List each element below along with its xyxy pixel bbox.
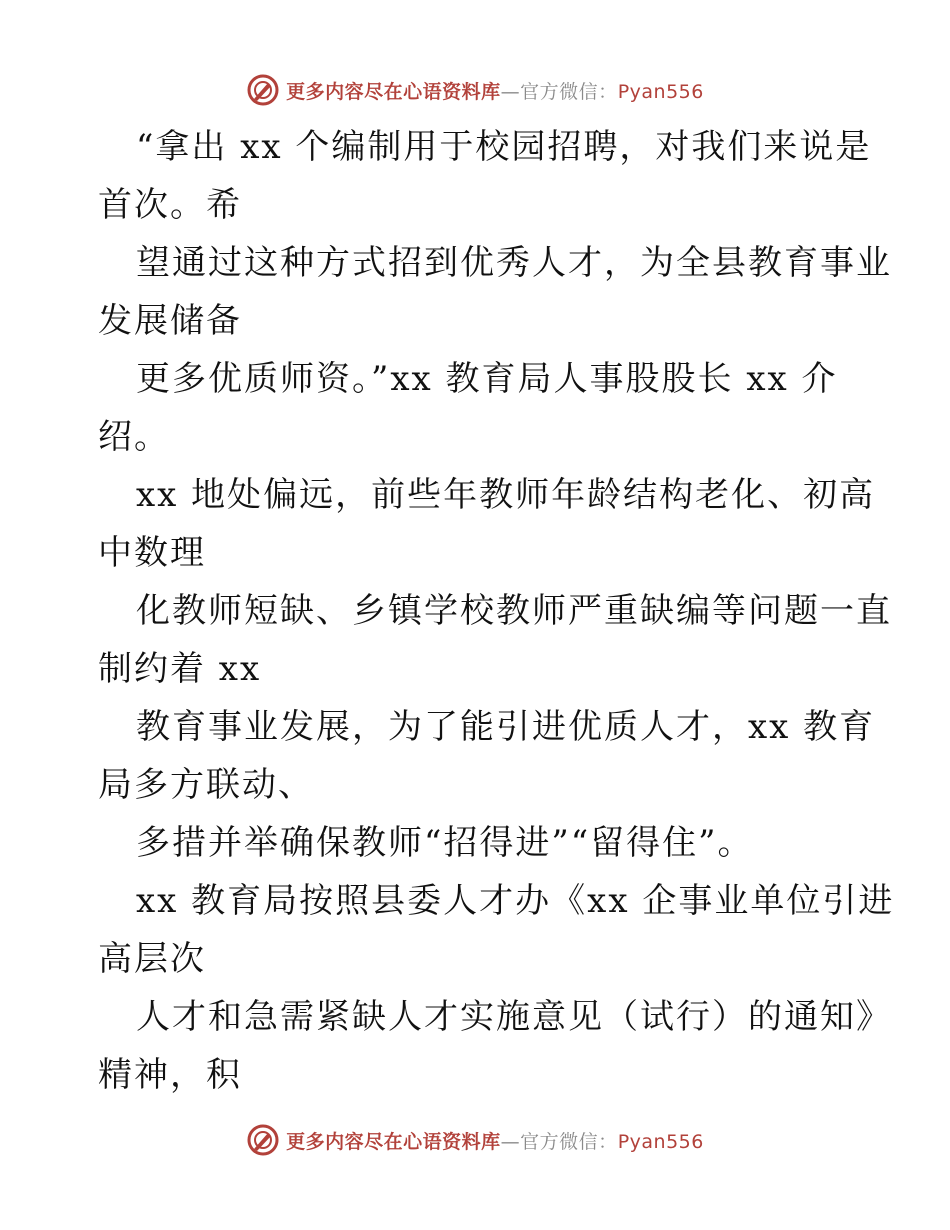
document-body bbox=[98, 118, 895, 1104]
banner-main-text: 更多内容尽在心语资料库 bbox=[286, 80, 501, 103]
text-line: 首次。希 bbox=[98, 185, 242, 225]
text-line: 多措并举确保教师“招得进”“留得住”。 bbox=[136, 823, 754, 863]
footer-banner bbox=[0, 1120, 950, 1160]
logo-icon bbox=[246, 1123, 280, 1157]
text-line: 精神，积 bbox=[98, 1055, 242, 1095]
text-line: 绍。 bbox=[98, 417, 170, 457]
text-line: 制约着 xx bbox=[98, 649, 262, 689]
banner-main-text: 更多内容尽在心语资料库 bbox=[286, 1130, 501, 1153]
text-line: 中数理 bbox=[98, 533, 206, 573]
text-line: 教育事业发展，为了能引进优质人才，xx 教育 bbox=[136, 707, 876, 747]
banner-wechat-id: Pyan556 bbox=[617, 80, 704, 103]
banner-separator: — bbox=[500, 80, 521, 103]
banner-text bbox=[286, 1127, 704, 1154]
text-line: “拿出 xx 个编制用于校园招聘，对我们来说是 bbox=[136, 127, 872, 167]
header-banner bbox=[0, 70, 950, 110]
banner-wechat-label: 官方微信： bbox=[520, 80, 618, 103]
banner-wechat-label: 官方微信： bbox=[520, 1130, 618, 1153]
text-line: xx 教育局按照县委人才办《xx 企事业单位引进 bbox=[136, 881, 895, 921]
text-line: 局多方联动、 bbox=[98, 765, 314, 805]
text-line: 望通过这种方式招到优秀人才，为全县教育事业 bbox=[136, 243, 892, 283]
text-line: 人才和急需紧缺人才实施意见（试行）的通知》 bbox=[136, 997, 892, 1037]
banner-separator: — bbox=[500, 1130, 521, 1153]
banner-text bbox=[286, 77, 704, 104]
text-line: 高层次 bbox=[98, 939, 206, 979]
logo-icon bbox=[246, 73, 280, 107]
text-line: 发展储备 bbox=[98, 301, 242, 341]
banner-wechat-id: Pyan556 bbox=[617, 1130, 704, 1153]
text-line: xx 地处偏远，前些年教师年龄结构老化、初高 bbox=[136, 475, 876, 515]
text-line: 更多优质师资。”xx 教育局人事股股长 xx 介 bbox=[136, 359, 838, 399]
text-line: 化教师短缺、乡镇学校教师严重缺编等问题一直 bbox=[136, 591, 892, 631]
